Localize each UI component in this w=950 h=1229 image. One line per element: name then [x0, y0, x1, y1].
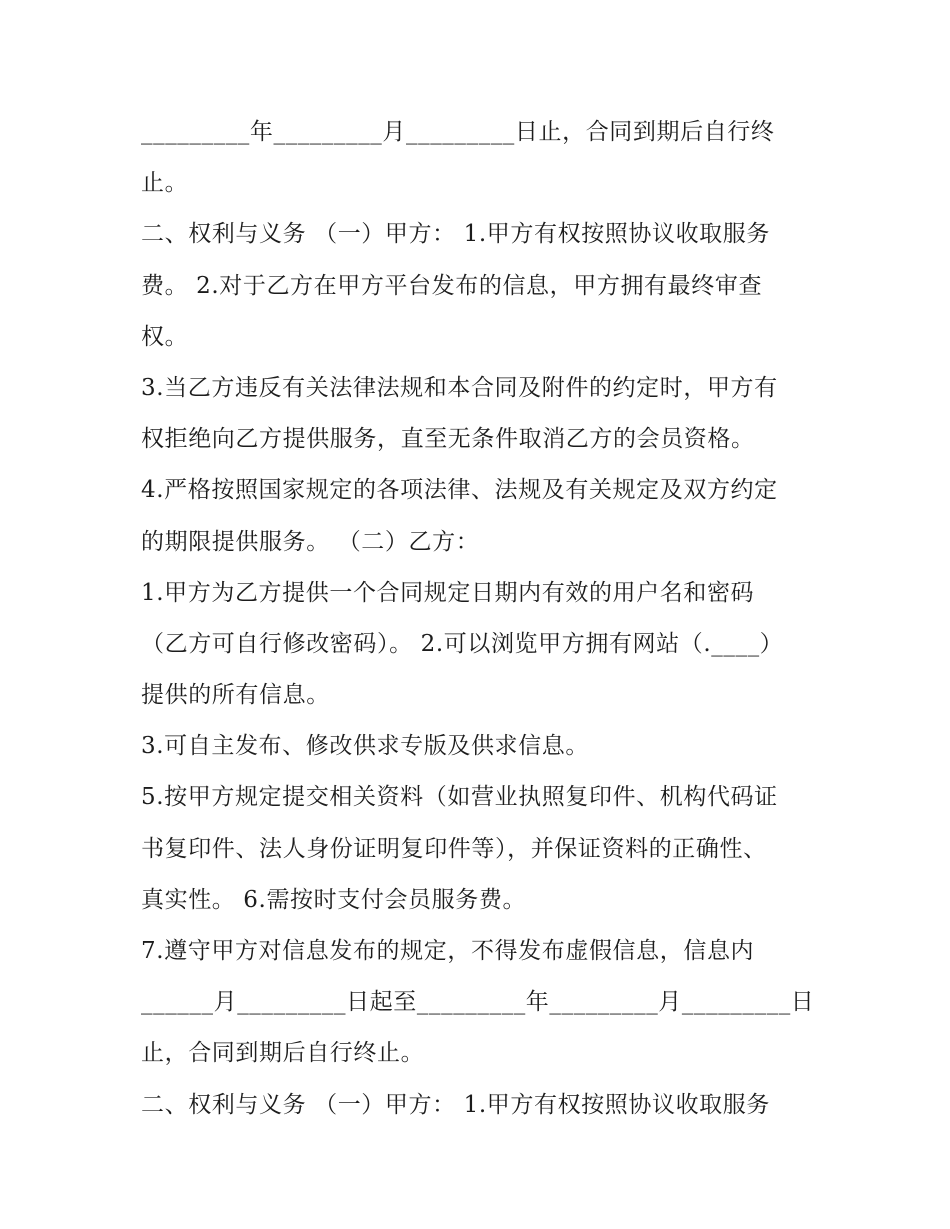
text-line: 5.按甲方规定提交相关资料（如营业执照复印件、机构代码证: [141, 784, 778, 811]
document-body: [141, 107, 815, 1131]
text-line: 止，合同到期后自行终止。: [141, 1040, 425, 1067]
text-line: （乙方可自行修改密码）。 2.可以浏览甲方拥有网站（.____）: [141, 630, 784, 657]
text-line: 3.当乙方违反有关法律法规和本合同及附件的约定时，甲方有: [141, 374, 778, 401]
text-line: 权拒绝向乙方提供服务，直至无条件取消乙方的会员资格。: [141, 426, 755, 453]
text-line: 权。: [141, 323, 189, 350]
text-line: 1.甲方为乙方提供一个合同规定日期内有效的用户名和密码: [141, 579, 755, 606]
text-line: 3.可自主发布、修改供求专版及供求信息。: [141, 733, 589, 760]
text-line: 二、权利与义务 （一）甲方： 1.甲方有权按照协议收取服务: [141, 1091, 770, 1118]
text-line: 4.严格按照国家规定的各项法律、法规及有关规定及双方约定: [141, 477, 778, 504]
text-line: 二、权利与义务 （一）甲方： 1.甲方有权按照协议收取服务: [141, 221, 770, 248]
text-line: 的期限提供服务。 （二）乙方：: [141, 528, 480, 555]
text-line: 真实性。 6.需按时支付会员服务费。: [141, 886, 527, 913]
text-line: 提供的所有信息。: [141, 682, 330, 709]
text-line: 费。 2.对于乙方在甲方平台发布的信息，甲方拥有最终审查: [141, 272, 763, 299]
text-line: 止。: [141, 170, 189, 197]
text-line: 7.遵守甲方对信息发布的规定，不得发布虚假信息，信息内: [141, 938, 755, 964]
text-line: ______月_________日起至_________年_________月_________日: [141, 989, 815, 1016]
text-line: 书复印件、法人身份证明复印件等），并保证资料的正确性、: [141, 835, 767, 862]
text-line: _________年_________月_________日止，合同到期后自行终: [141, 119, 775, 145]
